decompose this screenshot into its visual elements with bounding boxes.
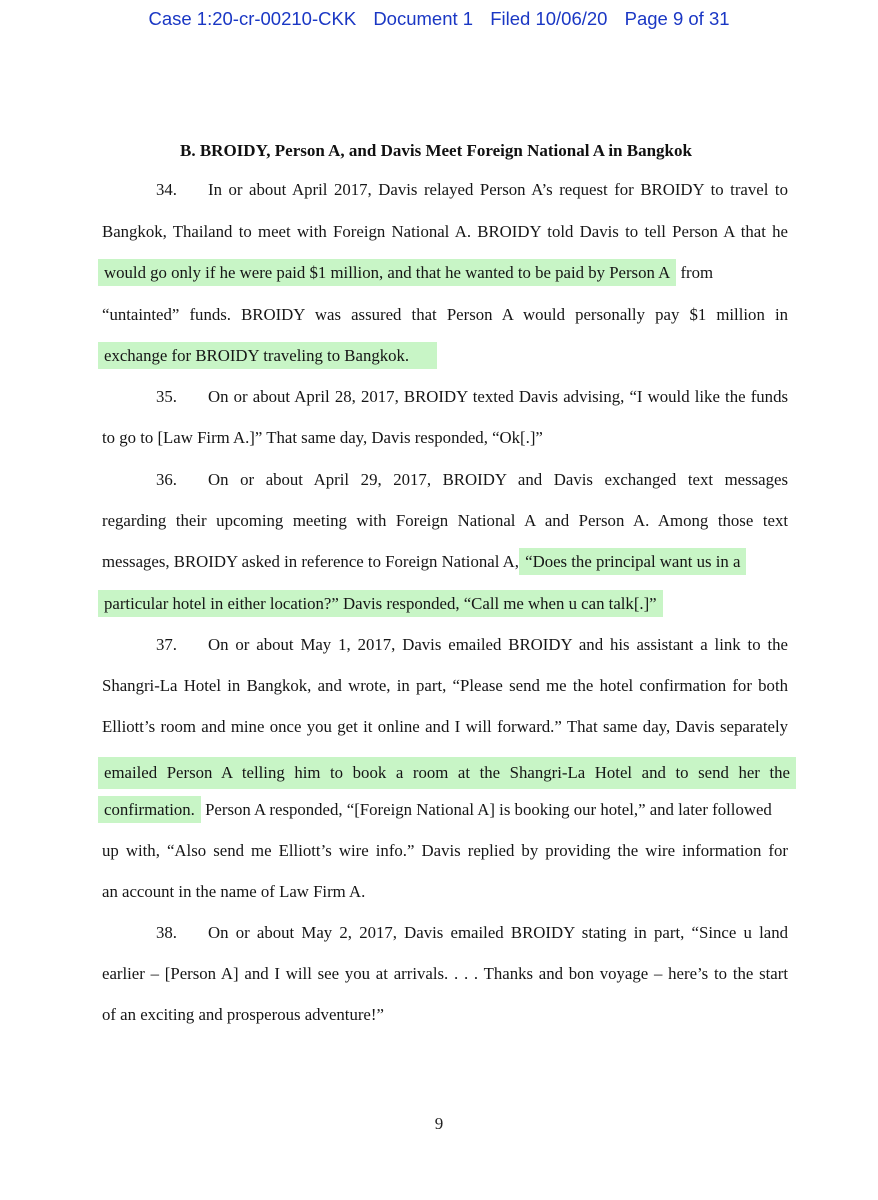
paragraph-36-line-1: 36. On or about April 29, 2017, BROIDY and Davis exchanged text messages bbox=[156, 468, 788, 492]
page-of-total: Page 9 of 31 bbox=[624, 8, 730, 29]
paragraph-number: 34. bbox=[156, 180, 177, 199]
paragraph-37-line-2: Shangri-La Hotel in Bangkok, and wrote, in part, “Please send me the hotel confirmation for both bbox=[102, 676, 788, 695]
filed-date: Filed 10/06/20 bbox=[490, 8, 608, 29]
paragraph-34-line-1: 34. In or about April 2017, Davis relayed Person A’s request for BROIDY to travel to bbox=[156, 178, 788, 202]
highlighted-text: confirmation. bbox=[98, 796, 201, 823]
highlighted-text: would go only if he were paid $1 million, and that he wanted to be paid by Person A bbox=[98, 259, 676, 286]
highlighted-text: emailed Person A telling him to book a room at the Shangri-La Hotel and to send her the bbox=[98, 757, 796, 789]
paragraph-34-line-5 bbox=[102, 344, 788, 368]
paragraph-number: 37. bbox=[156, 635, 177, 654]
filing-header bbox=[0, 8, 878, 30]
document-number: Document 1 bbox=[373, 8, 474, 29]
paragraph-37-line-1: 37. On or about May 1, 2017, Davis emailed BROIDY and his assistant a link to the bbox=[156, 633, 788, 657]
case-number: Case 1:20-cr-00210-CKK bbox=[148, 8, 357, 29]
highlighted-text: “Does the principal want us in a bbox=[519, 548, 746, 575]
highlighted-text: particular hotel in either location?” Davis responded, “Call me when u can talk[.]” bbox=[98, 590, 663, 617]
paragraph-38-line-1: 38. On or about May 2, 2017, Davis emailed BROIDY stating in part, “Since u land bbox=[156, 921, 788, 945]
paragraph-38-line-2: earlier – [Person A] and I will see you at arrivals. . . . Thanks and bon voyage – here’s to the start bbox=[102, 964, 788, 983]
paragraph-34-line-4: “untainted” funds. BROIDY was assured that Person A would personally pay $1 million in bbox=[102, 305, 788, 324]
page-number: 9 bbox=[434, 1114, 444, 1133]
paragraph-36-line-3: messages, BROIDY asked in reference to Foreign National A, “Does the principal want us in a bbox=[102, 550, 788, 574]
paragraph-37-line-5: confirmation. Person A responded, “[Foreign National A] is booking our hotel,” and later followed bbox=[102, 798, 788, 822]
paragraph-35-line-2: to go to [Law Firm A.]” That same day, Davis responded, “Ok[.]” bbox=[102, 428, 543, 447]
paragraph-37-line-3: Elliott’s room and mine once you get it online and I will forward.” That same day, Davis separately bbox=[102, 717, 788, 736]
paragraph-37-line-6: up with, “Also send me Elliott’s wire info.” Davis replied by providing the wire information for bbox=[102, 841, 788, 860]
paragraph-35-line-1: 35. On or about April 28, 2017, BROIDY texted Davis advising, “I would like the funds bbox=[156, 385, 788, 409]
paragraph-number: 35. bbox=[156, 387, 177, 406]
paragraph-34-line-2: Bangkok, Thailand to meet with Foreign National A. BROIDY told Davis to tell Person A that he bbox=[102, 222, 788, 241]
section-heading: B. BROIDY, Person A, and Davis Meet Foreign National A in Bangkok bbox=[180, 141, 692, 160]
highlighted-text: exchange for BROIDY traveling to Bangkok. bbox=[98, 342, 437, 369]
paragraph-37-line-7: an account in the name of Law Firm A. bbox=[102, 882, 366, 901]
paragraph-36-line-2: regarding their upcoming meeting with Foreign National A and Person A. Among those text bbox=[102, 511, 788, 530]
paragraph-number: 38. bbox=[156, 923, 177, 942]
paragraph-34-line-3: would go only if he were paid $1 million, and that he wanted to be paid by Person A from bbox=[102, 261, 788, 285]
paragraph-37-line-4 bbox=[102, 757, 788, 781]
paragraph-38-line-3: of an exciting and prosperous adventure!” bbox=[102, 1005, 384, 1024]
paragraph-36-line-4 bbox=[102, 592, 788, 616]
paragraph-number: 36. bbox=[156, 470, 177, 489]
